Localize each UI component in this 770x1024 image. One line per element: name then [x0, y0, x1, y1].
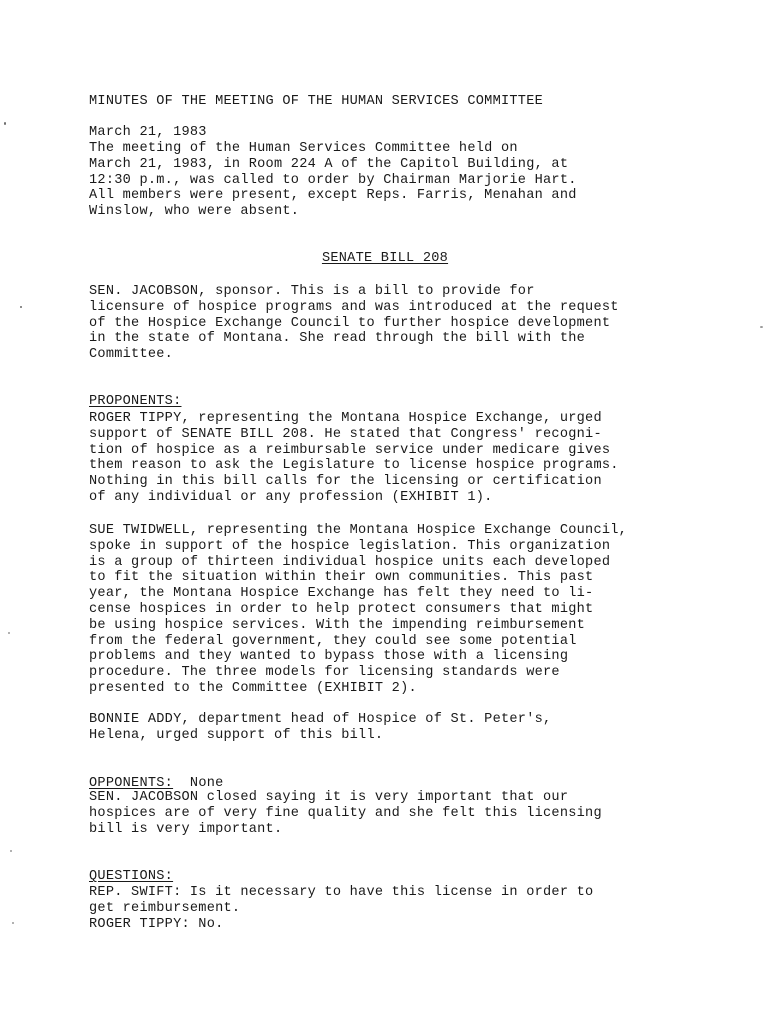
answer-tippy: ROGER TIPPY: No. — [89, 917, 224, 932]
proponents-heading-wrapper — [89, 378, 689, 410]
bill-heading-wrapper — [0, 251, 770, 267]
scan-speck — [10, 850, 12, 852]
sponsor-paragraph: SEN. JACOBSON, sponsor. This is a bill to provide for licensure of hospice programs and was introduced at the request of the Hospice Exchange Council to further hospice development in the state of Montana. She read through the bill with the Committee. — [89, 284, 619, 363]
bill-heading: SENATE BILL 208 — [321, 251, 449, 266]
document-title: MINUTES OF THE MEETING OF THE HUMAN SERVICES COMMITTEE — [89, 93, 544, 109]
closing-paragraph: SEN. JACOBSON closed saying it is very important that our hospices are of very fine quality and she felt this licensing bill is very important. — [89, 790, 602, 837]
scan-speck — [4, 122, 6, 125]
scan-speck — [8, 632, 10, 634]
opponents-heading: OPPONENTS: — [89, 775, 174, 791]
questions-heading: QUESTIONS: — [89, 868, 174, 884]
opponents-line — [89, 760, 689, 792]
document-date: March 21, 1983 — [89, 125, 207, 141]
proponent-paragraph-tippy: ROGER TIPPY, representing the Montana Hospice Exchange, urged support of SENATE BILL 208. He stated that Congress' recogni- tion of hospice as a reimbursable service under medicare gives them reason to ask the Legislature to license hospice programs. Nothing in this bill calls for the licensing or certification of any individual or any profession (EXHIBIT 1). — [89, 411, 619, 505]
proponent-paragraph-addy: BONNIE ADDY, department head of Hospice of St. Peter's, Helena, urged support of this bill. — [89, 712, 552, 743]
scan-speck — [20, 306, 22, 308]
proponent-paragraph-twidwell: SUE TWIDWELL, representing the Montana Hospice Exchange Council, spoke in support of the hospice legislation. This organization is a group of thirteen individual hospice units each developed to fit the situation within their own communities. This past year, the Montana Hospice Exchange has felt they need to li- cense hospices in order to help protect consumers that might be using hospice services. With the impending reimbursement from the federal government, they could see some potential problems and they wanted to bypass those with a licensing procedure. The three models for licensing standards were presented to the Committee (EXHIBIT 2). — [89, 523, 628, 696]
scan-speck — [760, 326, 763, 328]
proponents-heading: PROPONENTS: — [89, 393, 182, 409]
question-swift: REP. SWIFT: Is it necessary to have this license in order to get reimbursement. — [89, 885, 594, 916]
questions-heading-wrapper — [89, 853, 689, 885]
scan-speck — [12, 922, 14, 924]
opponents-value: None — [189, 775, 224, 791]
intro-paragraph: The meeting of the Human Services Committee held on March 21, 1983, in Room 224 A of the Capitol Building, at 12:30 p.m., was called to order by Chairman Marjorie Hart. All members were present, except Reps. Farris, Menahan and Winslow, who were absent. — [89, 141, 577, 220]
